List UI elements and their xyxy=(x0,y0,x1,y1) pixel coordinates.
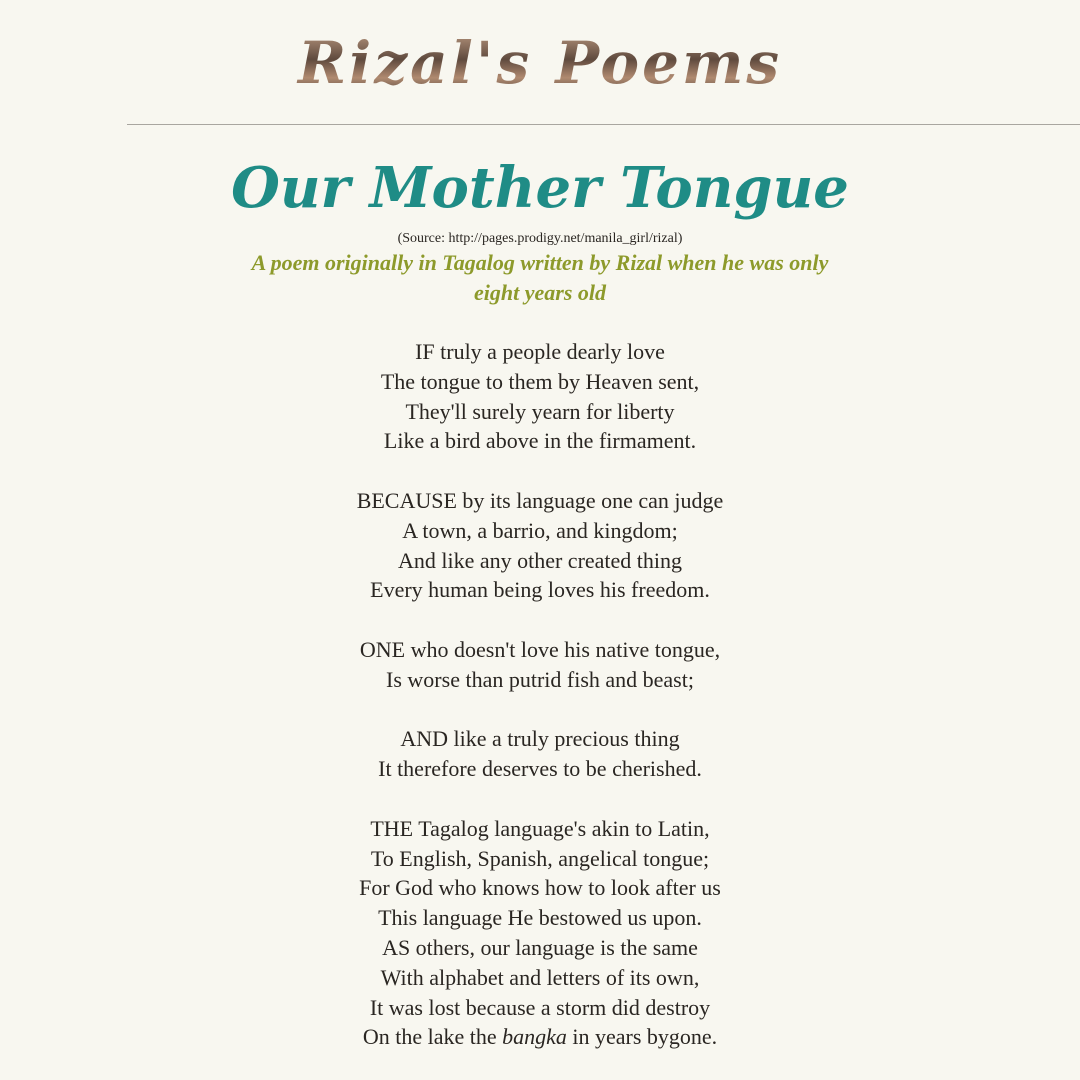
poem-line: Is worse than putrid fish and beast; xyxy=(386,666,694,692)
poem-line: With alphabet and letters of its own, xyxy=(380,964,700,990)
site-title: Rizal's Poems xyxy=(0,26,1080,100)
poem-line: THE Tagalog language's akin to Latin, xyxy=(370,815,710,841)
poem-last-line xyxy=(0,1022,1080,1052)
poem-title: Our Mother Tongue xyxy=(231,155,849,221)
poem-subtitle: A poem originally in Tagalog written by Rizal when he was only eight years old xyxy=(251,250,829,305)
poem-line: To English, Spanish, angelical tongue; xyxy=(370,845,710,871)
stanza-2 xyxy=(0,486,1080,605)
poem-line: They'll surely yearn for liberty xyxy=(405,398,675,424)
poem-line: BECAUSE by its language one can judge xyxy=(356,487,724,513)
poem-line: AND like a truly precious thing xyxy=(400,726,680,752)
stanza-5 xyxy=(0,814,1080,1052)
header-divider xyxy=(127,124,1080,125)
poem-line: And like any other created thing xyxy=(397,547,683,573)
poem-body xyxy=(0,337,1080,1080)
poem-line: This language He bestowed us upon. xyxy=(378,905,702,931)
poem-line: ONE who doesn't love his native tongue, xyxy=(359,636,721,662)
last-line-prefix: On the lake the xyxy=(362,1024,503,1050)
bangka-word: bangka xyxy=(502,1024,567,1050)
poem-line: Every human being loves his freedom. xyxy=(370,577,710,603)
stanza-4 xyxy=(0,724,1080,784)
poem-line: It was lost because a storm did destroy xyxy=(369,994,711,1020)
last-line-suffix: in years bygone. xyxy=(566,1024,718,1050)
stanza-3 xyxy=(0,635,1080,695)
poem-line: For God who knows how to look after us xyxy=(359,875,721,901)
poem-line: It therefore deserves to be cherished. xyxy=(378,756,702,782)
poem-line: Like a bird above in the firmament. xyxy=(383,428,697,454)
poem-line: IF truly a people dearly love xyxy=(415,339,665,364)
poem-source: (Source: http://pages.prodigy.net/manila_girl/rizal) xyxy=(397,231,683,246)
stanza-1 xyxy=(0,337,1080,456)
poem-line: The tongue to them by Heaven sent, xyxy=(380,368,700,394)
poem-line: AS others, our language is the same xyxy=(382,934,698,960)
poem-line: A town, a barrio, and kingdom; xyxy=(402,517,678,543)
